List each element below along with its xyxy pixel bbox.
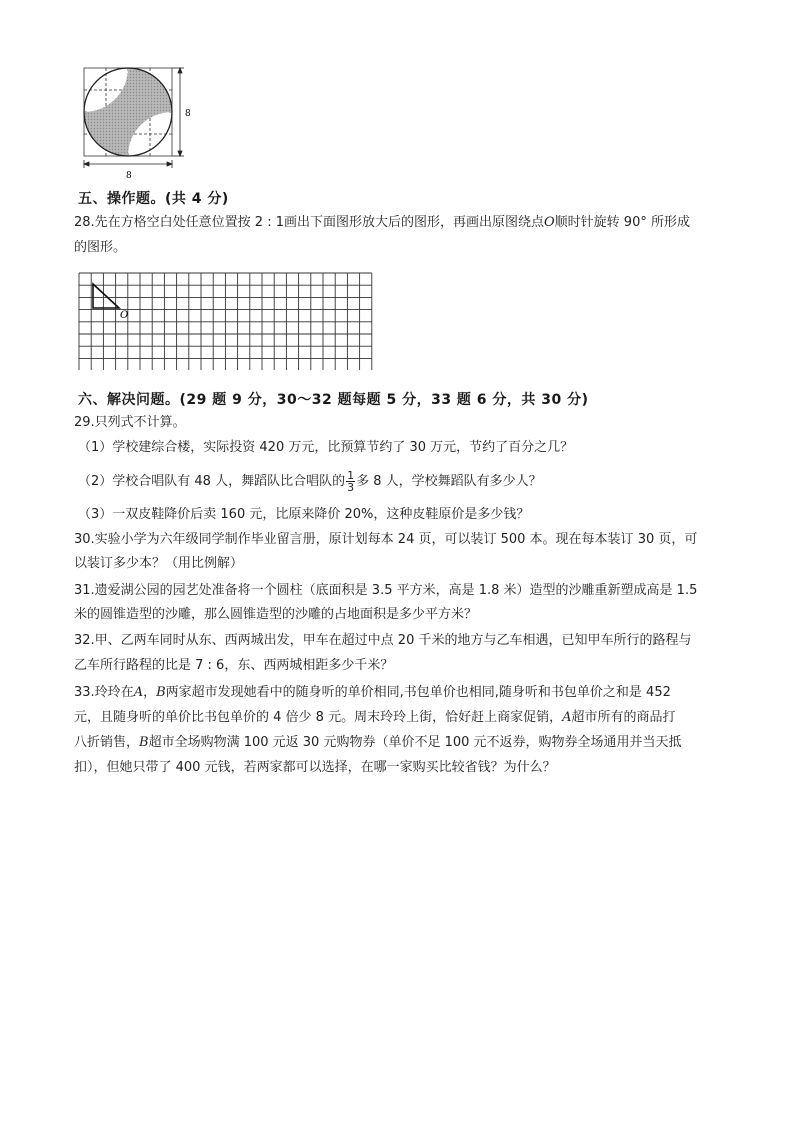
q31-line2: 米的圆锥造型的沙雕，那么圆锥造型的沙雕的占地面积是多少平方米？ bbox=[74, 607, 478, 622]
q33-b2: B bbox=[139, 735, 149, 750]
q28-text-end: 顺时针旋转 90° 所形成 bbox=[554, 215, 690, 230]
q28-line2: 的图形。 bbox=[74, 240, 127, 255]
q33-line3: 八折销售，B超市全场购物满 100 元返 30 元购物券（单价不足 100 元不返券，购物券全场通用并当天抵 bbox=[74, 735, 682, 750]
q29-2-end: 多 8 人，学校舞蹈队有多少人？ bbox=[356, 474, 542, 489]
q33-a: A bbox=[133, 685, 144, 700]
q33-a2: A bbox=[562, 710, 572, 725]
fraction-one-third: $\frac{1}{3}$ bbox=[347, 469, 355, 494]
q33-line4: 扣），但她只带了 400 元钱，若两家都可以选择，在哪一家购买比较省钱？为什么？ bbox=[74, 760, 556, 775]
q29-intro: 29.只列式不计算。 bbox=[74, 415, 186, 430]
q30-line1: 30.实验小学为六年级同学制作毕业留言册，原计划每本 24 页，可以装订 500 本。现在每本装订 30 页，可 bbox=[74, 532, 698, 547]
q29-2 bbox=[78, 470, 542, 493]
q32-line1: 32.甲、乙两车同时从东、西两城出发，甲车在超过中点 20 千米的地方与乙车相遇，已知甲车所行的路程与 bbox=[74, 633, 692, 648]
q33-line1: 33.玲玲在A，B两家超市发现她看中的随身听的单价相同,书包单价也相同,随身听和书包单价之和是 452 bbox=[74, 685, 671, 700]
q31-line1: 31.遗爱湖公园的园艺处准备将一个圆柱（底面积是 3.5 平方米，高是 1.8 米）造型的沙雕重新塑成高是 1.5 bbox=[74, 583, 698, 598]
section5-title: 五、操作题。(共 4 分) bbox=[78, 191, 229, 207]
q28-text: 28.先在方格空白处任意位置按 2 : 1画出下面图形放大后的图形，再画出原图绕点 bbox=[74, 215, 544, 230]
section6-title: 六、解决问题。(29 题 9 分，30～32 题每题 5 分，33 题 6 分，共 30 分) bbox=[78, 392, 589, 408]
circle-star-figure bbox=[72, 64, 202, 184]
height-label: 8 bbox=[185, 109, 191, 119]
width-label: 8 bbox=[126, 171, 132, 181]
q28-point-o: O bbox=[544, 215, 555, 230]
q33-line2: 元，且随身听的单价比书包单价的 4 倍少 8 元。周末玲玲上街，恰好赶上商家促销，A超市所有的商品打 bbox=[74, 710, 676, 725]
q29-3: （3）一双皮鞋降价后卖 160 元，比原来降价 20%，这种皮鞋原价是多少钱？ bbox=[78, 507, 530, 522]
q29-2-start: （2）学校合唱队有 48 人，舞蹈队比合唱队的 bbox=[78, 474, 346, 489]
q30-line2: 以装订多少本？（用比例解） bbox=[74, 556, 244, 571]
right-triangle bbox=[93, 284, 119, 308]
q32-line2: 乙车所行路程的比是 7 : 6，东、西两城相距多少千米？ bbox=[74, 658, 394, 673]
q29-1: （1）学校建综合楼，实际投资 420 万元，比预算节约了 30 万元，节约了百分之几？ bbox=[78, 440, 574, 455]
grid-point-o: O bbox=[120, 310, 129, 321]
square-grid bbox=[76, 270, 376, 370]
q33-b: B bbox=[156, 685, 166, 700]
q28-line1 bbox=[74, 215, 690, 231]
